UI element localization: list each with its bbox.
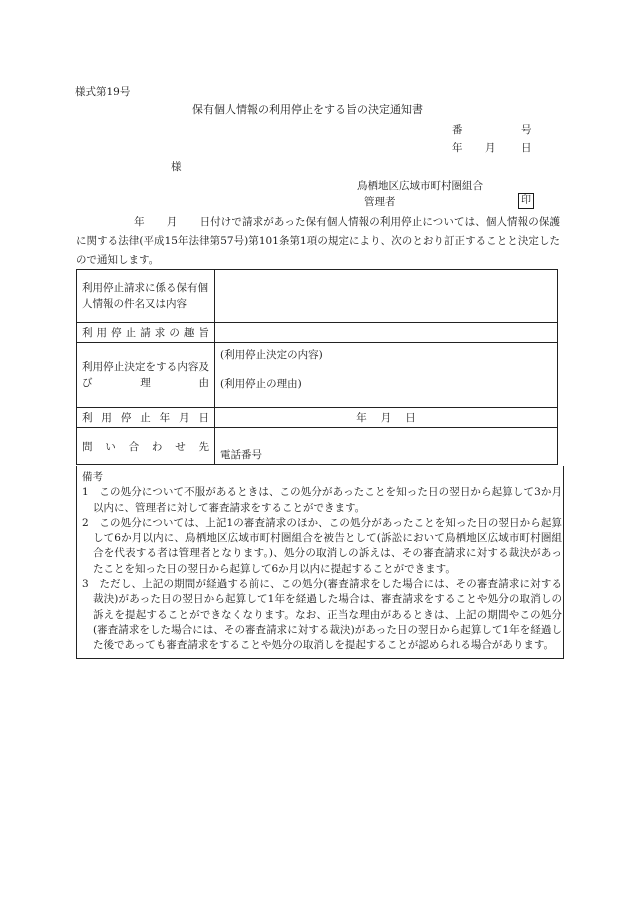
suspension-date-value xyxy=(215,408,558,428)
body-year-label: 年 xyxy=(134,216,145,228)
suspension-date-label: 利用停止年月日 xyxy=(77,408,215,428)
issue-date-month-label: 月 xyxy=(485,142,496,154)
suspension-date-year: 年 xyxy=(356,412,367,424)
recipient-honorific: 様 xyxy=(171,161,182,173)
manager-label: 管理者 xyxy=(364,196,396,208)
issue-date-day-label: 日 xyxy=(521,142,532,154)
notes-section xyxy=(76,466,564,659)
notice-body xyxy=(76,213,560,270)
decision-reason-caption: (利用停止の理由) xyxy=(220,378,302,390)
request-subject-value xyxy=(215,270,558,323)
suspension-date-day: 日 xyxy=(405,412,416,424)
suspension-date-month: 月 xyxy=(380,412,392,424)
organization-name: 鳥栖地区広域市町村圏組合 xyxy=(357,180,483,192)
notes-heading: 備考 xyxy=(82,471,103,483)
body-text: 日付けで請求があった保有個人情報の利用停止については、個人情報の保護に関する法律(平成15年法律第57号)第101条第1項の規定により、次のとおり訂正することと決定したので通知します。 xyxy=(76,216,561,266)
decision-content-caption: (利用停止決定の内容) xyxy=(220,349,323,361)
form-number: 様式第19号 xyxy=(75,86,131,98)
table-row xyxy=(77,428,558,465)
request-purpose-label: 利用停止請求の趣旨 xyxy=(77,323,215,343)
table-row xyxy=(77,270,558,323)
note-item-3: 3 ただし、上記の期間が経過する前に、この処分(審査請求をした場合には、その審査請求に対する裁決)があった日の翌日から起算して1年を経過した場合は、審査請求をすることや処分の取消しの訴えを提起することができなくなります。なお、正当な理由があるときは、上記の期間やこの処分(審査請求をした場合には、その審査請求に対する裁決)があった日の翌日から起算して1年を経過した後であっても審査請求をすることや処分の取消しを提起することが認められる場合があります。 xyxy=(82,578,562,652)
phone-number-label: 電話番号 xyxy=(220,449,262,461)
document-number-suffix: 号 xyxy=(521,124,532,136)
request-subject-label: 利用停止請求に係る保有個人情報の件名又は内容 xyxy=(77,270,215,323)
body-month-label: 月 xyxy=(166,216,178,228)
decision-content-value xyxy=(215,343,558,408)
note-item-2: 2 この処分については、上記1の審査請求のほか、この処分があったことを知った日の翌日から起算して6か月以内に、鳥栖地区広域市町村圏組合を被告として(訴訟において鳥栖地区広域市町村圏組合を代表する者は管理者となります。)、処分の取消しの訴えは、その審査請求に対する裁決があったことを知った日の翌日から起算して6か月以内に提起することができます。 xyxy=(82,516,562,575)
contact-value xyxy=(215,428,558,465)
decision-table xyxy=(76,269,558,465)
request-purpose-value xyxy=(215,323,558,343)
seal-stamp-box: 印 xyxy=(518,193,534,209)
contact-label: 問い合わせ先 xyxy=(77,428,215,465)
document-number-label: 番 xyxy=(452,124,463,136)
document-title: 保有個人情報の利用停止をする旨の決定通知書 xyxy=(192,103,423,116)
table-row xyxy=(77,408,558,428)
issue-date-year-label: 年 xyxy=(452,142,463,154)
decision-content-label: 利用停止決定をする内容及び理由 xyxy=(77,343,215,408)
table-row xyxy=(77,323,558,343)
table-row xyxy=(77,343,558,408)
note-item-1: 1 この処分について不服があるときは、この処分があったことを知った日の翌日から起算して3か月以内に、管理者に対して審査請求をすることができます。 xyxy=(82,486,562,514)
